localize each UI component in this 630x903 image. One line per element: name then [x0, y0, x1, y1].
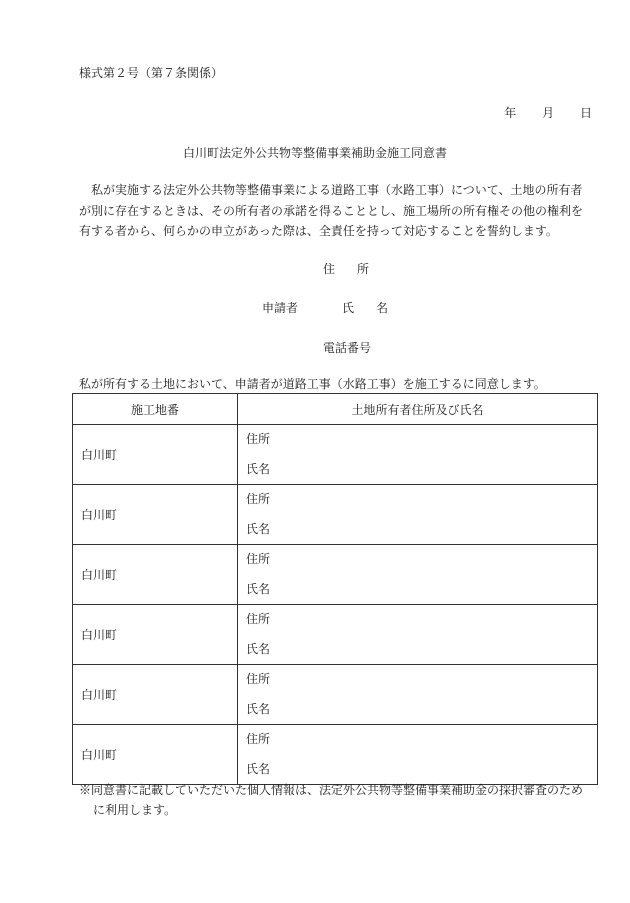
date-line: [482, 104, 592, 121]
owner-address-label: 住所: [246, 612, 271, 626]
lot-cell[interactable]: 白川町: [73, 725, 238, 785]
lot-cell[interactable]: 白川町: [73, 605, 238, 665]
owner-name-label: 氏名: [246, 581, 271, 596]
owner-name-label: 氏名: [246, 461, 271, 476]
pledge-paragraph: [79, 180, 599, 242]
lot-cell[interactable]: 白川町: [73, 665, 238, 725]
lot-cell[interactable]: 白川町: [73, 545, 238, 605]
name-char: 名: [376, 301, 389, 315]
owner-name-label: 氏名: [246, 701, 271, 716]
consent-statement: 私が所有する土地において、申請者が道路工事（水路工事）を施工するに同意します。: [79, 377, 546, 391]
owner-cell[interactable]: [238, 725, 598, 785]
address-char: 所: [357, 262, 370, 276]
date-month-label: 月: [542, 106, 555, 120]
address-char: 住: [323, 262, 336, 276]
applicant-address-label: [323, 260, 369, 277]
applicant-label: 申請者: [262, 301, 299, 315]
name-char: 氏: [342, 301, 355, 315]
note-line: に利用します。: [93, 803, 177, 817]
owner-cell[interactable]: [238, 665, 598, 725]
pledge-line: 私が実施する法定外公共物等整備事業による道路工事（水路工事）について、土地の所有者: [79, 183, 583, 197]
owner-name-label: 氏名: [246, 641, 271, 656]
date-day-label: 日: [579, 106, 592, 120]
privacy-note: [79, 780, 599, 820]
lot-cell[interactable]: 白川町: [73, 485, 238, 545]
document-title: 白川町法定外公共物等整備事業補助金施工同意書: [182, 146, 447, 160]
owner-address-label: 住所: [246, 492, 271, 506]
applicant-phone-label: 電話番号: [323, 341, 372, 355]
table-row: [73, 485, 598, 545]
applicant-name-row: [262, 299, 388, 316]
owner-cell[interactable]: [238, 485, 598, 545]
pledge-line: が別に存在するときは、その所有者の承諾を得ることとし、施工場所の所有権その他の権利を: [79, 203, 584, 218]
header-lot-number: 施工地番: [73, 394, 238, 425]
lot-cell[interactable]: 白川町: [73, 425, 238, 485]
landowner-table: [72, 393, 598, 785]
owner-address-label: 住所: [246, 672, 271, 686]
owner-address-label: 住所: [246, 432, 271, 446]
owner-name-label: 氏名: [246, 761, 271, 776]
owner-cell[interactable]: [238, 425, 598, 485]
table-row: [73, 605, 598, 665]
note-line: ※同意書に記載していただいた個人情報は、法定外公共物等整備事業補助金の採択審査のため: [79, 783, 584, 797]
owner-address-label: 住所: [246, 552, 271, 566]
owner-address-label: 住所: [246, 732, 271, 746]
table-row: [73, 425, 598, 485]
table-header-row: [73, 394, 598, 425]
table-row: [73, 665, 598, 725]
date-year-label: 年: [504, 106, 517, 120]
table-row: [73, 725, 598, 785]
owner-cell[interactable]: [238, 545, 598, 605]
owner-cell[interactable]: [238, 605, 598, 665]
pledge-line: 有する者から、何らかの申立があった際は、全責任を持って対応することを誓約します。: [79, 224, 558, 238]
owner-name-label: 氏名: [246, 521, 271, 536]
header-owner-info: 土地所有者住所及び氏名: [238, 394, 598, 425]
form-number: 様式第２号（第７条関係）: [79, 66, 224, 80]
table-row: [73, 545, 598, 605]
